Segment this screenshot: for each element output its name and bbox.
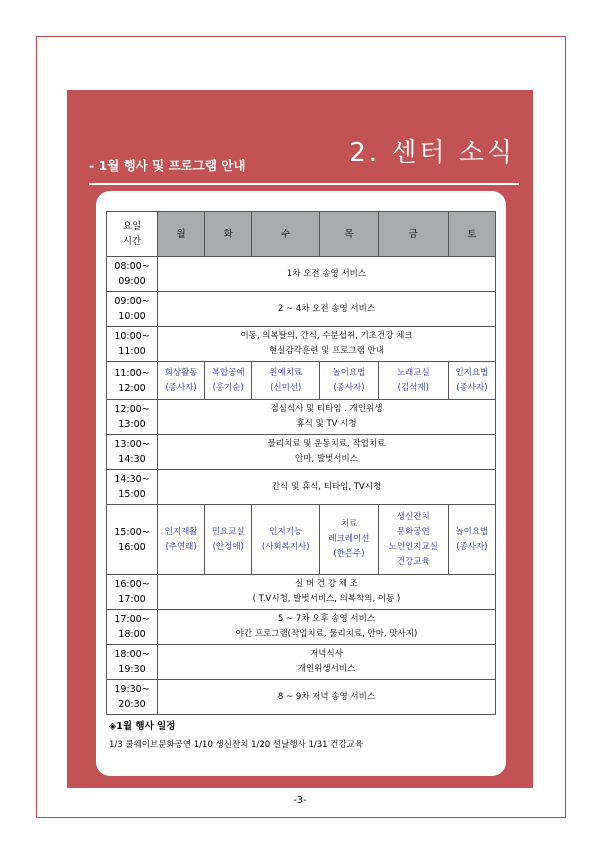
time-start: 09:00~ <box>114 296 150 307</box>
table-row <box>107 257 496 292</box>
table-row <box>107 362 496 400</box>
time-end: 13:00 <box>118 419 146 430</box>
program-instructor: (종사자) <box>165 382 197 393</box>
time-end: 18:00 <box>118 629 146 640</box>
activity-text: 실 버 건 강 체 조 <box>295 579 358 589</box>
table-row <box>107 292 496 327</box>
table-row <box>107 400 496 435</box>
time-cell <box>107 610 158 645</box>
time-start: 11:00~ <box>114 367 150 379</box>
table-header-row <box>107 212 496 257</box>
time-start: 19:30~ <box>114 684 150 695</box>
activity-text: 휴식 및 TV 시청 <box>296 419 357 429</box>
table-row <box>107 470 496 505</box>
activity-text: 8 ~ 9차 저녁 송영 서비스 <box>277 691 376 702</box>
time-end: 17:00 <box>118 594 146 605</box>
section-subtitle: - 1월 행사 및 프로그램 안내 <box>89 158 246 173</box>
program-cell <box>320 362 379 400</box>
program-instructor: (종사자) <box>333 382 365 393</box>
time-cell <box>107 470 158 505</box>
program-cell <box>378 505 448 575</box>
time-end: 20:30 <box>118 699 146 710</box>
time-cell <box>107 362 158 400</box>
activity-text: 야간 프로그램(작업치료, 물리치료, 안마, 맛사지) <box>235 629 418 639</box>
program-cell <box>320 505 379 575</box>
program-instructor: (안정애) <box>212 541 244 552</box>
events-title: ◈1월 행사 일정 <box>109 721 176 732</box>
time-cell <box>107 292 158 327</box>
table-row <box>107 505 496 575</box>
table-row <box>107 680 496 715</box>
activity-cell <box>158 575 496 610</box>
table-row <box>107 327 496 362</box>
activity-text: 물리치료 및 운동치료, 작업치료 <box>267 439 386 449</box>
activity-text: 개인위생서비스 <box>297 664 356 674</box>
time-end: 14:30 <box>118 454 146 465</box>
program-name: 레크레이션 <box>328 534 370 544</box>
activity-cell <box>158 292 496 327</box>
program-name: 인지기능 <box>269 526 303 537</box>
day-header: 토 <box>448 212 495 257</box>
program-cell <box>378 362 448 400</box>
day-header: 수 <box>252 212 320 257</box>
activity-cell <box>158 680 496 715</box>
time-start: 14:30~ <box>114 474 150 485</box>
time-end: 16:00 <box>118 541 146 553</box>
activity-text: 안마, 발벗서비스 <box>295 454 358 464</box>
activity-text: ( T.V시청, 발벗서비스, 의복착의, 이동 ) <box>252 594 401 604</box>
time-cell <box>107 435 158 470</box>
activity-text: 5 ~ 7차 오후 송영 서비스 <box>277 614 376 624</box>
table-row <box>107 435 496 470</box>
time-start: 13:00~ <box>114 439 150 450</box>
program-instructor: (홍기순) <box>212 382 244 393</box>
program-instructor: (김석재) <box>397 382 429 393</box>
time-cell <box>107 257 158 292</box>
section-header <box>67 90 533 190</box>
time-cell <box>107 645 158 680</box>
program-name: 놀이요법 <box>332 367 366 378</box>
section-title: 2. 센터 소식 <box>349 138 515 168</box>
program-name: 민요교실 <box>211 526 245 537</box>
program-cell <box>448 362 495 400</box>
time-cell <box>107 327 158 362</box>
program-cell <box>205 505 252 575</box>
activity-cell <box>158 470 496 505</box>
program-name: 건강교육 <box>396 556 430 567</box>
events-list: 1/3 쿨웨이브문화공연 1/10 생신잔치 1/20 설날행사 1/31 건강교육 <box>109 740 364 750</box>
program-cell <box>448 505 495 575</box>
table-row <box>107 645 496 680</box>
time-end: 15:00 <box>118 489 146 500</box>
activity-text: 점심식사 및 티타임 . 개인위생 <box>270 404 383 414</box>
time-end: 10:00 <box>118 311 146 322</box>
program-name: 생신잔치 <box>396 511 430 522</box>
corner-cell <box>107 212 158 257</box>
corner-day-label: 요일 <box>122 221 142 232</box>
events-section <box>109 718 363 750</box>
time-start: 12:00~ <box>114 404 150 415</box>
program-instructor: (종사자) <box>456 382 488 393</box>
program-name: 인지재활 <box>164 526 198 537</box>
time-cell <box>107 575 158 610</box>
activity-text: 저녁식사 <box>310 649 343 659</box>
program-name: 치료 <box>340 519 358 529</box>
time-end: 12:00 <box>118 382 146 394</box>
program-name: 놀이요법 <box>455 526 489 537</box>
table-row <box>107 610 496 645</box>
day-header: 월 <box>158 212 205 257</box>
schedule-card <box>96 191 506 776</box>
program-instructor: (사회복지사) <box>261 541 310 552</box>
program-instructor: (추연래) <box>165 541 197 552</box>
program-cell <box>252 505 320 575</box>
activity-text: 1차 오전 송영 서비스 <box>286 268 367 279</box>
activity-text: 2 ~ 4차 오전 송영 서비스 <box>277 303 376 314</box>
activity-cell <box>158 645 496 680</box>
program-cell <box>158 505 205 575</box>
activity-cell <box>158 400 496 435</box>
time-start: 08:00~ <box>114 261 150 272</box>
time-start: 17:00~ <box>114 614 150 625</box>
program-instructor: (신미선) <box>270 382 302 393</box>
day-header: 금 <box>378 212 448 257</box>
program-cell <box>205 362 252 400</box>
program-instructor: (한은주) <box>333 549 365 559</box>
program-name: 인지요법 <box>455 367 489 378</box>
header-divider <box>89 183 519 185</box>
newsletter-panel <box>67 90 533 788</box>
program-instructor: (종사자) <box>456 541 488 552</box>
table-row <box>107 575 496 610</box>
program-cell <box>252 362 320 400</box>
schedule-table <box>106 211 496 715</box>
time-cell <box>107 505 158 575</box>
program-name: 회상활동 <box>164 367 198 378</box>
time-cell <box>107 400 158 435</box>
program-name: 문화공연 <box>396 526 430 537</box>
activity-text: 현실감각훈련 및 프로그램 안내 <box>269 346 384 356</box>
activity-text: 이동, 의복탈의, 간식, 수분섭취, 기초건강 체크 <box>240 331 413 341</box>
time-start: 10:00~ <box>114 331 150 342</box>
activity-cell <box>158 257 496 292</box>
page-number: -3- <box>293 795 307 806</box>
time-end: 19:30 <box>118 664 146 675</box>
corner-time-label: 시간 <box>122 236 142 247</box>
day-header: 화 <box>205 212 252 257</box>
program-name: 원예치료 <box>269 367 303 378</box>
program-name: 복합공예 <box>211 367 245 378</box>
activity-cell <box>158 435 496 470</box>
program-cell <box>158 362 205 400</box>
time-end: 09:00 <box>118 276 146 287</box>
time-end: 11:00 <box>118 346 146 357</box>
activity-cell <box>158 327 496 362</box>
time-cell <box>107 680 158 715</box>
activity-cell <box>158 610 496 645</box>
day-header: 목 <box>320 212 379 257</box>
time-start: 15:00~ <box>114 526 150 538</box>
program-name: 노래교실 <box>396 367 430 378</box>
time-start: 18:00~ <box>114 649 150 660</box>
time-start: 16:00~ <box>114 579 150 590</box>
program-name: 노인인지교실 <box>388 541 438 552</box>
activity-text: 간식 및 휴식, 티타임, TV시청 <box>271 481 382 492</box>
